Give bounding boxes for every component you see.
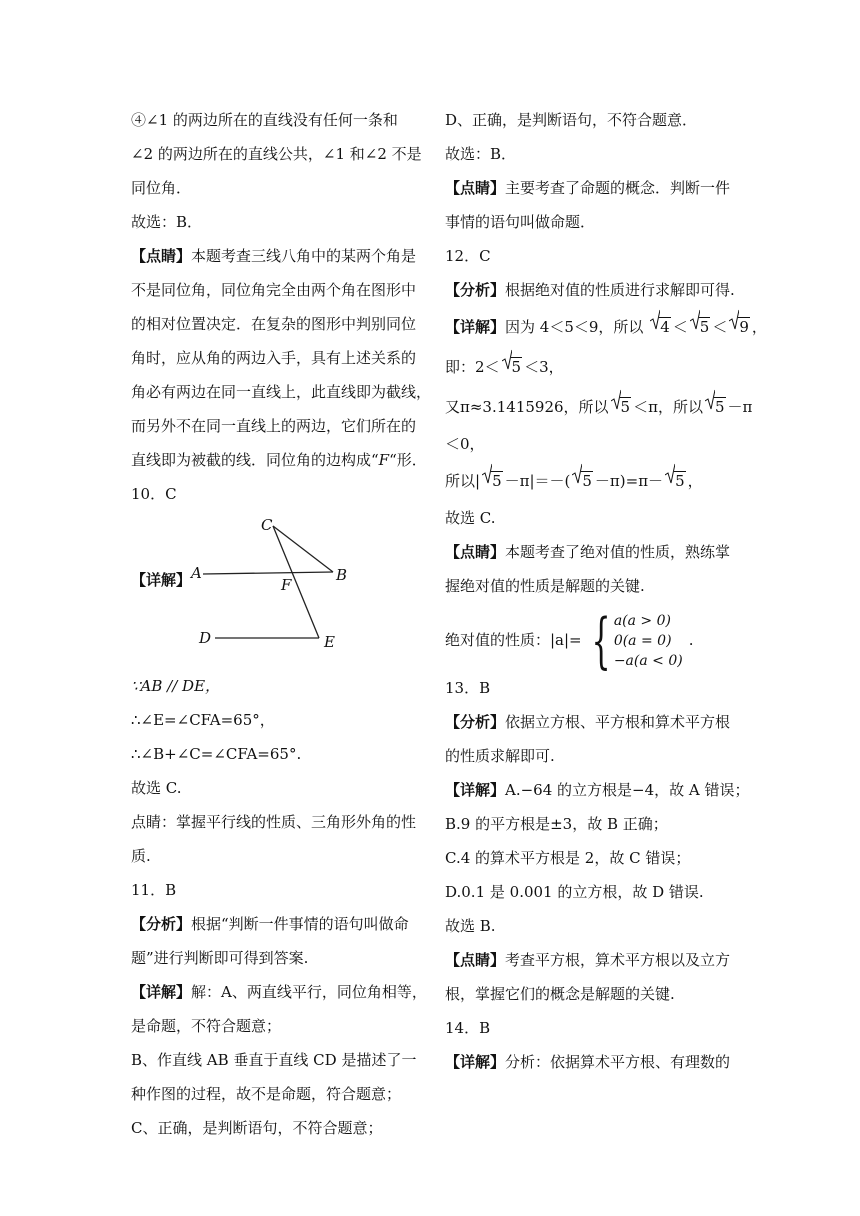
tag-xiangjie: 【详解】 [445,781,506,799]
radicand: 9 [739,318,749,336]
text-span: 因为 4＜5＜9，所以 [505,318,644,336]
cases [614,611,683,671]
text-line: 而另外不在同一直线上的两边，它们所在的 [131,417,417,435]
text-line [445,350,745,390]
tag-xiangjie: 【详解】 [445,1053,506,1071]
radicand: 5 [511,358,522,376]
text-line: ④∠1 的两边所在的直线没有任何一条和 [131,111,398,129]
question-number: 11．B [131,881,177,899]
text-line: 角必有两边在同一直线上，此直线即为截线， [131,383,432,401]
case-negative: −a(a < 0) [613,653,683,669]
text-line: C.4 的算术平方根是 2，故 C 错误； [445,849,691,867]
sqrt-5 [705,390,726,424]
text-line: 故选 C. [131,779,182,797]
label-b: B [336,566,348,584]
text-line [131,242,431,276]
text-span: 又π≈3.1415926，所以 [445,398,609,416]
right-column [445,106,767,1082]
text-line [445,538,745,572]
text-span: 即：2＜ [445,358,500,376]
text-span: ＜3， [524,358,564,376]
left-column [131,106,431,1148]
text-span: 根据绝对值的性质进行求解即可得. [505,281,735,299]
abs-value-definition [445,606,745,674]
text-line: 的性质求解即可. [445,747,555,765]
text-line [445,1048,745,1082]
label-c: C [261,516,273,534]
radicand: 5 [699,318,710,336]
text-line: 质. [131,847,151,865]
question-number: 10．C [131,485,177,503]
text-span: －π [727,398,753,416]
text-span: F [378,451,390,469]
text-line: ∴∠E=∠CFA=65°， [131,711,275,729]
text-line: 角时，应从角的两边入手，具有上述关系的 [131,349,417,367]
text-line: B、作直线 AB 垂直于直线 CD 是描述了一 [131,1051,417,1069]
text-line [131,978,431,1012]
sqrt-5 [665,464,686,498]
text-span: 主要考查了命题的概念．判断一件 [505,179,731,197]
sqrt-5 [611,390,632,424]
text-line: 事情的语句叫做命题． [445,213,596,231]
tag-xiangjie: 【详解】 [131,983,192,1001]
text-span: 本题考查三线八角中的某两个角是 [191,247,417,265]
parallel-lines-diagram [131,514,371,672]
tag-fenxi: 【分析】 [445,713,506,731]
radicand: 5 [620,398,631,416]
question-number: 12．C [445,247,491,265]
text-span: 依据立方根、平方根和算术平方根 [505,713,731,731]
text-line: 根，掌握它们的概念是解题的关键. [445,985,675,1003]
text-line: 题”进行判断即可得到答案. [131,949,309,967]
radicand: 5 [582,472,592,490]
text-line: 握绝对值的性质是解题的关键. [445,577,645,595]
text-line: ∠2 的两边所在的直线公共，∠1 和∠2 不是 [131,145,422,163]
text-line: 【详解】因为 4＜5＜9，所以 4 ＜ 5 ＜ 9 ， [445,310,745,350]
label-e: E [324,633,335,651]
radicand: 5 [675,472,685,490]
sqrt-5 [502,350,523,384]
text-span: . [688,631,694,649]
text-line: D、正确，是判断语句，不符合题意． [445,111,698,129]
text-line: ∵AB // DE， [131,677,221,695]
text-line: 故选 C. [445,509,496,527]
sqrt-5 [572,464,593,498]
radicand: 4 [660,318,670,336]
question-number: 13．B [445,679,491,697]
sqrt-4 [650,310,671,344]
less-than: ＜ [712,318,728,336]
text-line: D.0.1 是 0.001 的立方根，故 D 错误. [445,883,704,901]
text-line: 故选：B． [131,213,203,231]
text-line: 故选：B． [445,145,517,163]
tag-xiangjie: 【详解】 [131,571,192,589]
brace-icon: { [591,606,611,676]
text-line: 的相对位置决定．在复杂的图形中判别同位 [131,315,417,333]
text-span: 解：A、两直线平行，同位角相等， [191,983,427,1001]
tag-dianjing: 【点睛】 [445,179,506,197]
text-span: 根据“判断一件事情的语句叫做命 [191,915,409,933]
text-span: 直线即为被截的线．同位角的边构成“ [131,451,379,469]
text-span: “形． [389,451,427,469]
sqrt-5 [690,310,711,344]
text-span: 本题考查了绝对值的性质，熟练掌 [505,543,731,561]
text-line [131,910,431,944]
label-f: F [281,576,292,594]
text-line: 故选 B. [445,917,496,935]
text-span: A.−64 的立方根是−4，故 A 错误； [505,781,750,799]
text-line: 是命题，不符合题意； [131,1017,282,1035]
tag-dianjing: 【点睛】 [131,247,192,265]
text-line [445,776,750,810]
text-span: －π)=π－ [594,472,664,490]
text-span: 分析：依据算术平方根、有理数的 [505,1053,731,1071]
text-line [445,946,745,980]
sqrt-5 [482,464,503,498]
text-span: ＜π，所以 [633,398,703,416]
tag-fenxi: 【分析】 [131,915,192,933]
label-a: A [191,564,202,582]
radicand: 5 [492,472,502,490]
text-line: B.9 的平方根是±3，故 B 正确； [445,815,668,833]
piecewise [582,606,683,676]
text-line: ∴∠B+∠C=∠CFA=65°. [131,745,302,763]
case-positive: a(a > 0) [613,613,671,629]
text-span: －π|＝－( [504,472,571,490]
radicand: 5 [714,398,725,416]
text-line [445,390,753,430]
text-line: ＜0， [445,435,485,453]
tag-fenxi: 【分析】 [445,281,506,299]
text-span: 所以| [445,472,481,490]
case-zero: 0(a = 0) [613,633,672,649]
text-line: 不是同位角，同位角完全由两个角在图形中 [131,281,417,299]
less-than: ＜ [672,318,688,336]
tag-xiangjie: 【详解】 [445,318,506,336]
sqrt-9 [729,310,750,344]
text-span: 绝对值的性质：|a|= [445,631,582,649]
text-span: 考查平方根，算术平方根以及立方 [505,951,731,969]
text-line [445,276,745,310]
question-number: 14．B [445,1019,491,1037]
text-line [445,708,745,742]
label-d: D [199,629,212,647]
text-line: 点睛：掌握平行线的性质、三角形外角的性 [131,813,417,831]
text-line: C、正确，是判断语句，不符合题意； [131,1119,383,1137]
text-line: 同位角． [131,179,192,197]
tag-dianjing: 【点睛】 [445,951,506,969]
tag-dianjing: 【点睛】 [445,543,506,561]
text-line: 种作图的过程，故不是命题，符合题意； [131,1085,402,1103]
text-line [445,464,745,504]
text-span: ， [687,472,703,490]
text-line [131,446,431,480]
geometry-figure [131,514,431,672]
text-line [445,174,745,208]
